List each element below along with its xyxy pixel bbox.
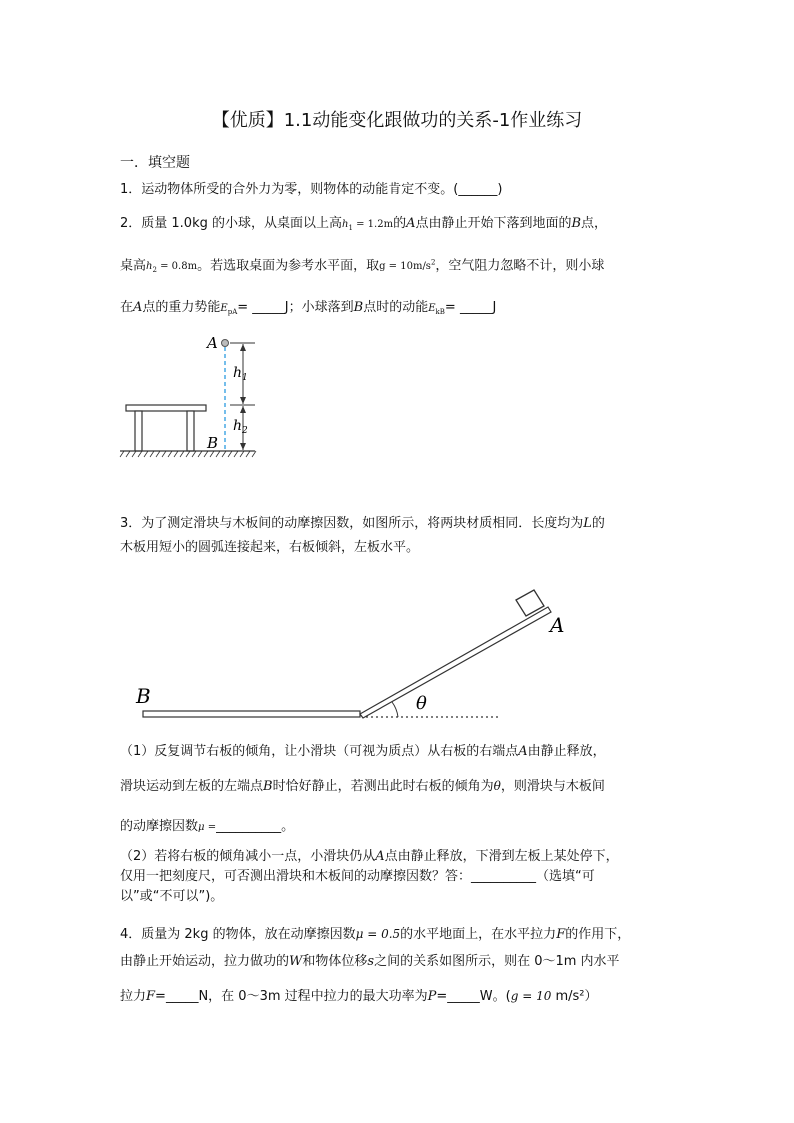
question-2-line-2: [120, 254, 604, 279]
question-2-line-1: [120, 215, 607, 237]
q3-text: （2）若将右板的倾角减小一点，小滑块仍从: [120, 849, 376, 864]
section-heading: 一．填空题: [120, 155, 190, 171]
page-title: 【优质】1.1动能变化跟做功的关系-1作业练习: [211, 110, 583, 131]
q2-text: 在: [120, 300, 134, 315]
ep-symbol: $E_{pA}$: [220, 303, 238, 316]
ball: [222, 340, 229, 347]
power-p-label: P: [427, 989, 437, 1004]
q3-text: 的动摩擦因数: [120, 819, 199, 834]
work-w-label: W: [289, 954, 303, 969]
inclined-board: [360, 607, 551, 718]
q2-text: 2．质量 1.0kg 的小球，从桌面以上高: [120, 216, 342, 231]
q3-part2-line-3: 以”或“不可以”)。: [120, 889, 224, 904]
point-a-label: A: [133, 300, 143, 315]
q3-part2-line-1: [120, 848, 619, 866]
q4-text: =_____N，在 0～3m 过程中拉力的最大功率为: [155, 989, 428, 1004]
table-leg: [187, 411, 194, 451]
arrow-head: [240, 406, 246, 413]
q2-text: = _____J；小球落到: [237, 300, 354, 315]
force-f-label: F: [146, 989, 156, 1004]
mu-formula: μ = 0.5: [355, 927, 401, 941]
h1-formula: $h_1 = 1.2m$: [342, 219, 394, 232]
arrow-head: [240, 397, 246, 404]
fig-label-a: A: [550, 613, 565, 637]
mu-symbol: μ =: [198, 822, 217, 833]
question-4-line-1: [120, 925, 630, 944]
ground-hatch: [120, 451, 256, 457]
q4-text: 拉力: [120, 989, 147, 1004]
point-a-label: A: [406, 216, 416, 231]
ek-symbol: $E_{kB}$: [428, 303, 445, 316]
q4-text: m/s²）: [551, 989, 598, 1004]
fig-label-b: B: [207, 434, 219, 452]
horizontal-board: [143, 711, 360, 717]
arrow-head: [240, 443, 246, 450]
point-b-label: B: [571, 216, 582, 231]
question-3-line-2: 木板用短小的圆弧连接起来，右板倾斜，左板水平。: [120, 540, 420, 555]
q2-text: 点的重力势能: [142, 300, 221, 315]
q3-text: ，则滑块与木板间: [500, 779, 605, 794]
q3-text: 滑块运动到左板的左端点: [120, 779, 264, 794]
g-formula: $g = 10m/s^2$: [379, 259, 436, 273]
fig-label-h2: $h_2$: [233, 418, 248, 436]
q3-text: 时恰好静止，若测出此时右板的倾角为: [272, 779, 494, 794]
q3-part1-line-2: [120, 777, 605, 796]
q2-text: 点由静止开始下落到地面的: [415, 216, 572, 231]
force-f-label: F: [556, 927, 566, 942]
q2-text: = _____J: [444, 300, 497, 315]
length-l-label: L: [583, 516, 592, 531]
point-b-label: B: [353, 300, 364, 315]
fig-label-h1: $h_1$: [233, 365, 248, 383]
question-2-line-3: [120, 299, 496, 321]
angle-arc: [392, 702, 398, 717]
theta-symbol: θ: [493, 779, 501, 793]
q3-text: 由静止释放，: [527, 744, 606, 759]
point-b-label: B: [263, 779, 273, 794]
q3-text: 的: [591, 516, 605, 531]
question-4-line-3: [120, 987, 598, 1006]
q3-text: 点由静止释放，下滑到左板上某处停下，: [384, 849, 619, 864]
q2-figure: [115, 330, 265, 465]
q3-part1-line-1: [120, 743, 606, 761]
q2-text: 点，: [581, 216, 608, 231]
point-a-label: A: [518, 744, 528, 759]
q2-text: 的: [393, 216, 407, 231]
q4-text: 之间的关系如图所示，则在 0～1m 内水平: [374, 954, 620, 969]
q4-text: 和物体位移: [302, 954, 368, 969]
h2-formula: $h_2 = 0.8m$: [146, 261, 198, 275]
q3-part1-line-3: [120, 818, 294, 837]
q2-text: 桌高: [120, 258, 147, 274]
fig-label-a: A: [207, 334, 218, 352]
arrow-head: [240, 344, 246, 351]
q3-text: 3．为了测定滑块与木板间的动摩擦因数，如图所示，将两块材质相同．长度均为: [120, 516, 584, 531]
question-1: 1．运动物体所受的合外力为零，则物体的动能肯定不变。(______): [120, 182, 503, 197]
question-3-line-1: [120, 515, 605, 533]
q4-text: 的水平地面上，在水平拉力: [400, 927, 557, 942]
g-formula: g = 10: [510, 989, 552, 1003]
point-a-label: A: [375, 849, 385, 864]
displacement-s-label: s: [367, 954, 375, 969]
q4-text: 4．质量为 2kg 的物体，放在动摩擦因数: [120, 927, 356, 942]
question-4-line-2: [120, 953, 620, 971]
table-leg: [135, 411, 142, 451]
q2-text: 。若选取桌面为参考水平面，取: [197, 258, 380, 274]
fig-label-theta: θ: [416, 693, 427, 714]
q3-text: （1）反复调节右板的倾角，让小滑块（可视为质点）从右板的右端点: [120, 744, 519, 759]
q4-text: 的作用下，: [565, 927, 631, 942]
fig-label-b: B: [136, 684, 151, 708]
q3-text: __________。: [216, 819, 295, 834]
q4-text: 由静止开始运动，拉力做功的: [120, 954, 290, 969]
table-top: [126, 405, 206, 411]
q3-figure: [130, 575, 580, 725]
q3-part2-line-2: 仅用一把刻度尺，可否测出滑块和木板间的动摩擦因数？答：__________（选填“可: [120, 869, 595, 884]
q2-text: ，空气阻力忽略不计，则小球: [435, 258, 605, 274]
q2-text: 点时的动能: [363, 300, 429, 315]
q4-text: =_____W。(: [436, 989, 511, 1004]
